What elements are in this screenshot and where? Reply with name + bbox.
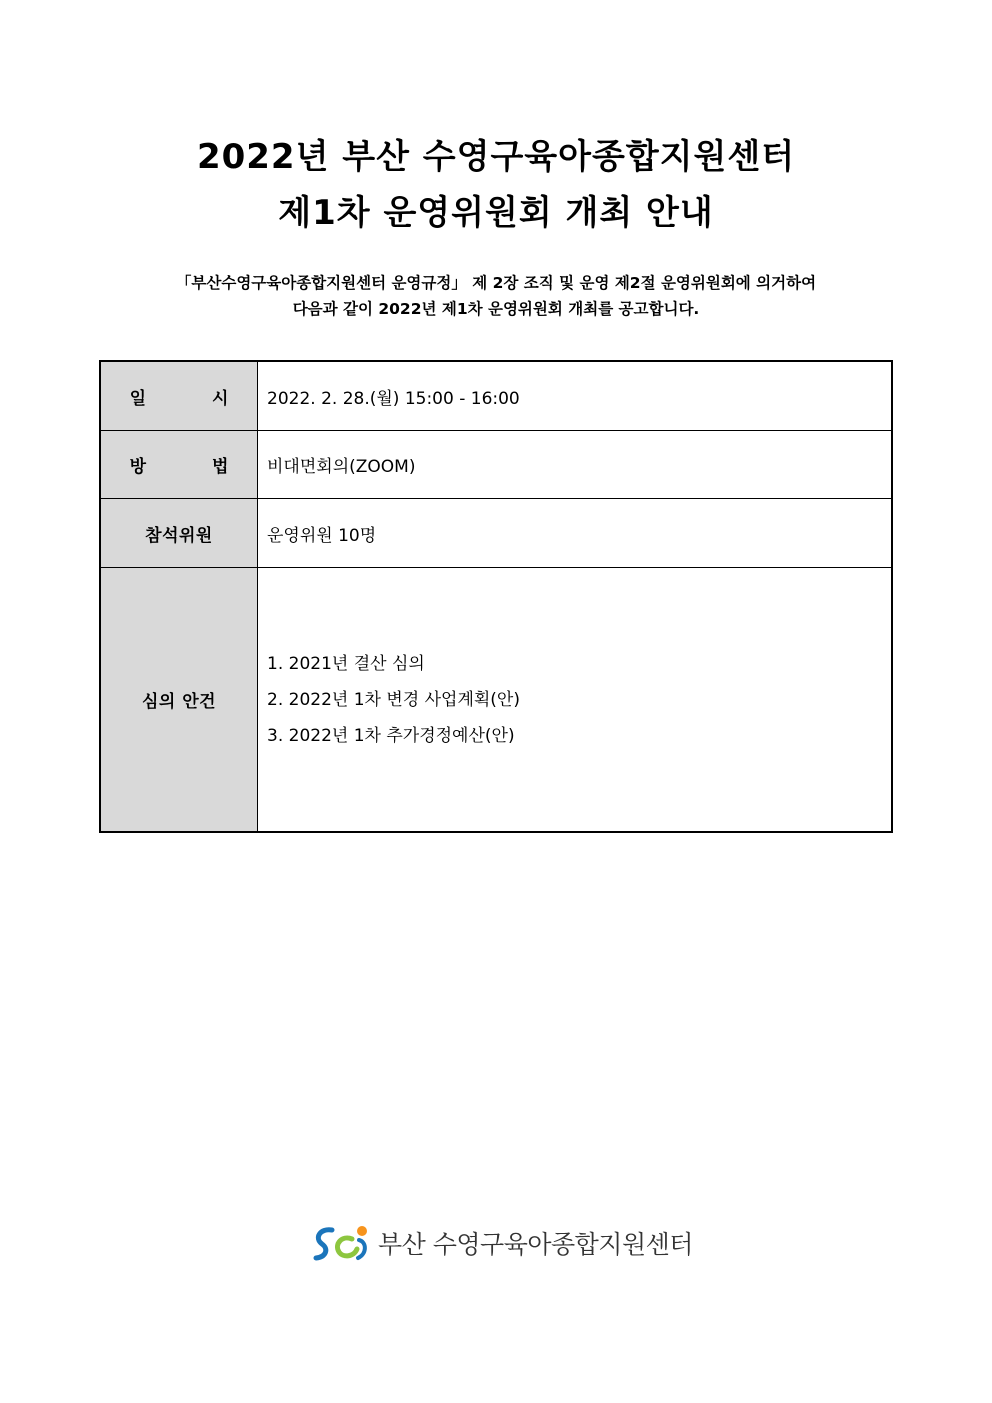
row-label-method: 방 법 [100, 431, 258, 499]
table-row [100, 499, 892, 568]
title-line-2: 제1차 운영위원회 개최 안내 [278, 193, 714, 233]
table-row [100, 431, 892, 499]
row-label-agenda: 심의 안건 [100, 568, 258, 833]
row-value-attendees: 운영위원 10명 [258, 499, 893, 568]
agenda-list [267, 646, 891, 754]
table-row [100, 361, 892, 431]
intro-line-2: 다음과 같이 2022년 제1차 운영위원회 개최를 공고합니다. [292, 300, 700, 318]
row-value-datetime: 2022. 2. 28.(월) 15:00 - 16:00 [258, 361, 893, 431]
footer-org-name: 부산 수영구육아종합지원센터 [378, 1230, 693, 1259]
agenda-item: 2. 2022년 1차 변경 사업계획(안) [267, 689, 520, 710]
row-value-method: 비대면회의(ZOOM) [258, 431, 893, 499]
title-line-1: 2022년 부산 수영구육아종합지원센터 [196, 137, 796, 177]
agenda-item: 3. 2022년 1차 추가경정예산(안) [267, 725, 515, 746]
intro-line-1: 「부산수영구육아종합지원센터 운영규정」 제 2장 조직 및 운영 제2절 운영위원회에 의거하여 [175, 274, 817, 292]
row-label-attendees: 참석위원 [100, 499, 258, 568]
agenda-item: 1. 2021년 결산 심의 [267, 653, 425, 674]
meeting-info-table [99, 360, 893, 833]
footer [312, 1222, 693, 1264]
row-label-datetime: 일 시 [100, 361, 258, 431]
center-logo-icon [312, 1222, 374, 1264]
table-row [100, 568, 892, 833]
row-value-agenda [258, 568, 893, 833]
